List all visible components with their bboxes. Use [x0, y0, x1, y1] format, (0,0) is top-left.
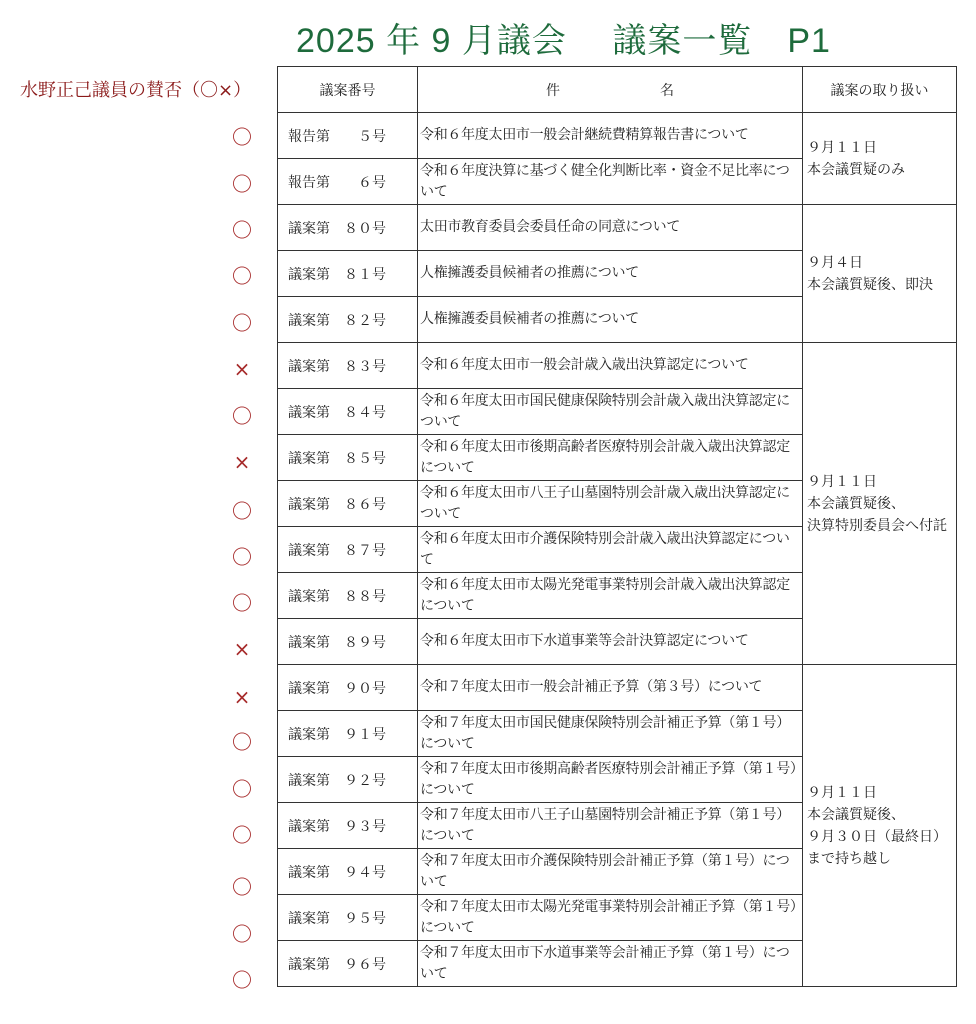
bill-name: 令和７年度太田市介護保険特別会計補正予算（第１号）について: [418, 849, 803, 895]
bill-number: 議案第 ８０号: [278, 205, 418, 251]
vote-mark: 〇: [232, 777, 252, 801]
bill-number: 報告第 ５号: [278, 113, 418, 159]
bill-name: 令和６年度太田市下水道事業等会計決算認定について: [418, 619, 803, 665]
vote-column: [222, 113, 262, 1003]
bill-number: 議案第 ９４号: [278, 849, 418, 895]
bill-name: 令和６年度太田市介護保険特別会計歳入歳出決算認定について: [418, 527, 803, 573]
bill-name: 令和７年度太田市太陽光発電事業特別会計補正予算（第１号）について: [418, 895, 803, 941]
vote-mark: 〇: [232, 125, 252, 149]
header-name-right: 名: [660, 82, 674, 99]
bill-number: 議案第 ９２号: [278, 757, 418, 803]
header-bill-number: 議案番号: [278, 67, 418, 113]
bill-name: 太田市教育委員会委員任命の同意について: [418, 205, 803, 251]
bill-number: 議案第 ９６号: [278, 941, 418, 987]
vote-mark: ×: [233, 450, 251, 474]
vote-mark: 〇: [232, 968, 252, 992]
header-bill-name: [418, 67, 803, 113]
bill-number: 議案第 ８１号: [278, 251, 418, 297]
bill-number: 議案第 ８５号: [278, 435, 418, 481]
bill-name: 令和７年度太田市下水道事業等会計補正予算（第１号）について: [418, 941, 803, 987]
bill-name: 令和６年度太田市八王子山墓園特別会計歳入歳出決算認定について: [418, 481, 803, 527]
bill-handling: ９月１１日 本会議質疑後、 ９月３０日（最終日）まで持ち越し: [803, 665, 957, 987]
header-handling: 議案の取り扱い: [803, 67, 957, 113]
bill-number: 議案第 ９５号: [278, 895, 418, 941]
vote-column-header: 水野正己議員の賛否（〇×）: [20, 80, 252, 101]
bill-name: 令和６年度決算に基づく健全化判断比率・資金不足比率について: [418, 159, 803, 205]
bill-name: 令和６年度太田市国民健康保険特別会計歳入歳出決算認定について: [418, 389, 803, 435]
bill-number: 議案第 ８７号: [278, 527, 418, 573]
bill-name: 人権擁護委員候補者の推薦について: [418, 297, 803, 343]
bill-number: 議案第 ８２号: [278, 297, 418, 343]
header-name-left: 件: [546, 82, 560, 99]
bill-handling: ９月１１日 本会議質疑のみ: [803, 113, 957, 205]
bill-number: 議案第 ８８号: [278, 573, 418, 619]
table-header-row: [278, 67, 957, 113]
vote-mark: 〇: [232, 875, 252, 899]
bill-table: [277, 66, 957, 987]
bill-number: 議案第 ９０号: [278, 665, 418, 711]
bill-name: 令和７年度太田市後期高齢者医療特別会計補正予算（第１号）について: [418, 757, 803, 803]
bill-name: 令和６年度太田市後期高齢者医療特別会計歳入歳出決算認定について: [418, 435, 803, 481]
bill-name: 令和６年度太田市一般会計歳入歳出決算認定について: [418, 343, 803, 389]
table-row: [278, 113, 957, 159]
table-row: [278, 343, 957, 389]
table-row: [278, 665, 957, 711]
bill-name: 人権擁護委員候補者の推薦について: [418, 251, 803, 297]
vote-mark: ×: [233, 685, 251, 709]
bill-number: 議案第 ９１号: [278, 711, 418, 757]
vote-mark: 〇: [232, 311, 252, 335]
bill-number: 議案第 ８３号: [278, 343, 418, 389]
bill-name: 令和７年度太田市八王子山墓園特別会計補正予算（第１号）について: [418, 803, 803, 849]
bill-number: 議案第 ８４号: [278, 389, 418, 435]
bill-name: 令和６年度太田市太陽光発電事業特別会計歳入歳出決算認定について: [418, 573, 803, 619]
page-title: 2025 年 9 月議会 議案一覧 P1: [296, 22, 831, 60]
bill-number: 議案第 ９３号: [278, 803, 418, 849]
vote-mark: ×: [233, 637, 251, 661]
vote-mark: 〇: [232, 730, 252, 754]
bill-handling: ９月１１日 本会議質疑後、 決算特別委員会へ付託: [803, 343, 957, 665]
vote-mark: 〇: [232, 922, 252, 946]
vote-mark: 〇: [232, 823, 252, 847]
bill-name: 令和６年度太田市一般会計継続費精算報告書について: [418, 113, 803, 159]
bill-number: 議案第 ８６号: [278, 481, 418, 527]
vote-mark: ×: [233, 357, 251, 381]
bill-number: 議案第 ８９号: [278, 619, 418, 665]
vote-mark: 〇: [232, 172, 252, 196]
bill-name: 令和７年度太田市国民健康保険特別会計補正予算（第１号）について: [418, 711, 803, 757]
vote-mark: 〇: [232, 404, 252, 428]
vote-mark: 〇: [232, 545, 252, 569]
vote-mark: 〇: [232, 218, 252, 242]
table-row: [278, 205, 957, 251]
vote-mark: 〇: [232, 591, 252, 615]
vote-mark: 〇: [232, 499, 252, 523]
vote-mark: 〇: [232, 264, 252, 288]
bill-handling: ９月４日 本会議質疑後、即決: [803, 205, 957, 343]
bill-number: 報告第 ６号: [278, 159, 418, 205]
bill-name: 令和７年度太田市一般会計補正予算（第３号）について: [418, 665, 803, 711]
